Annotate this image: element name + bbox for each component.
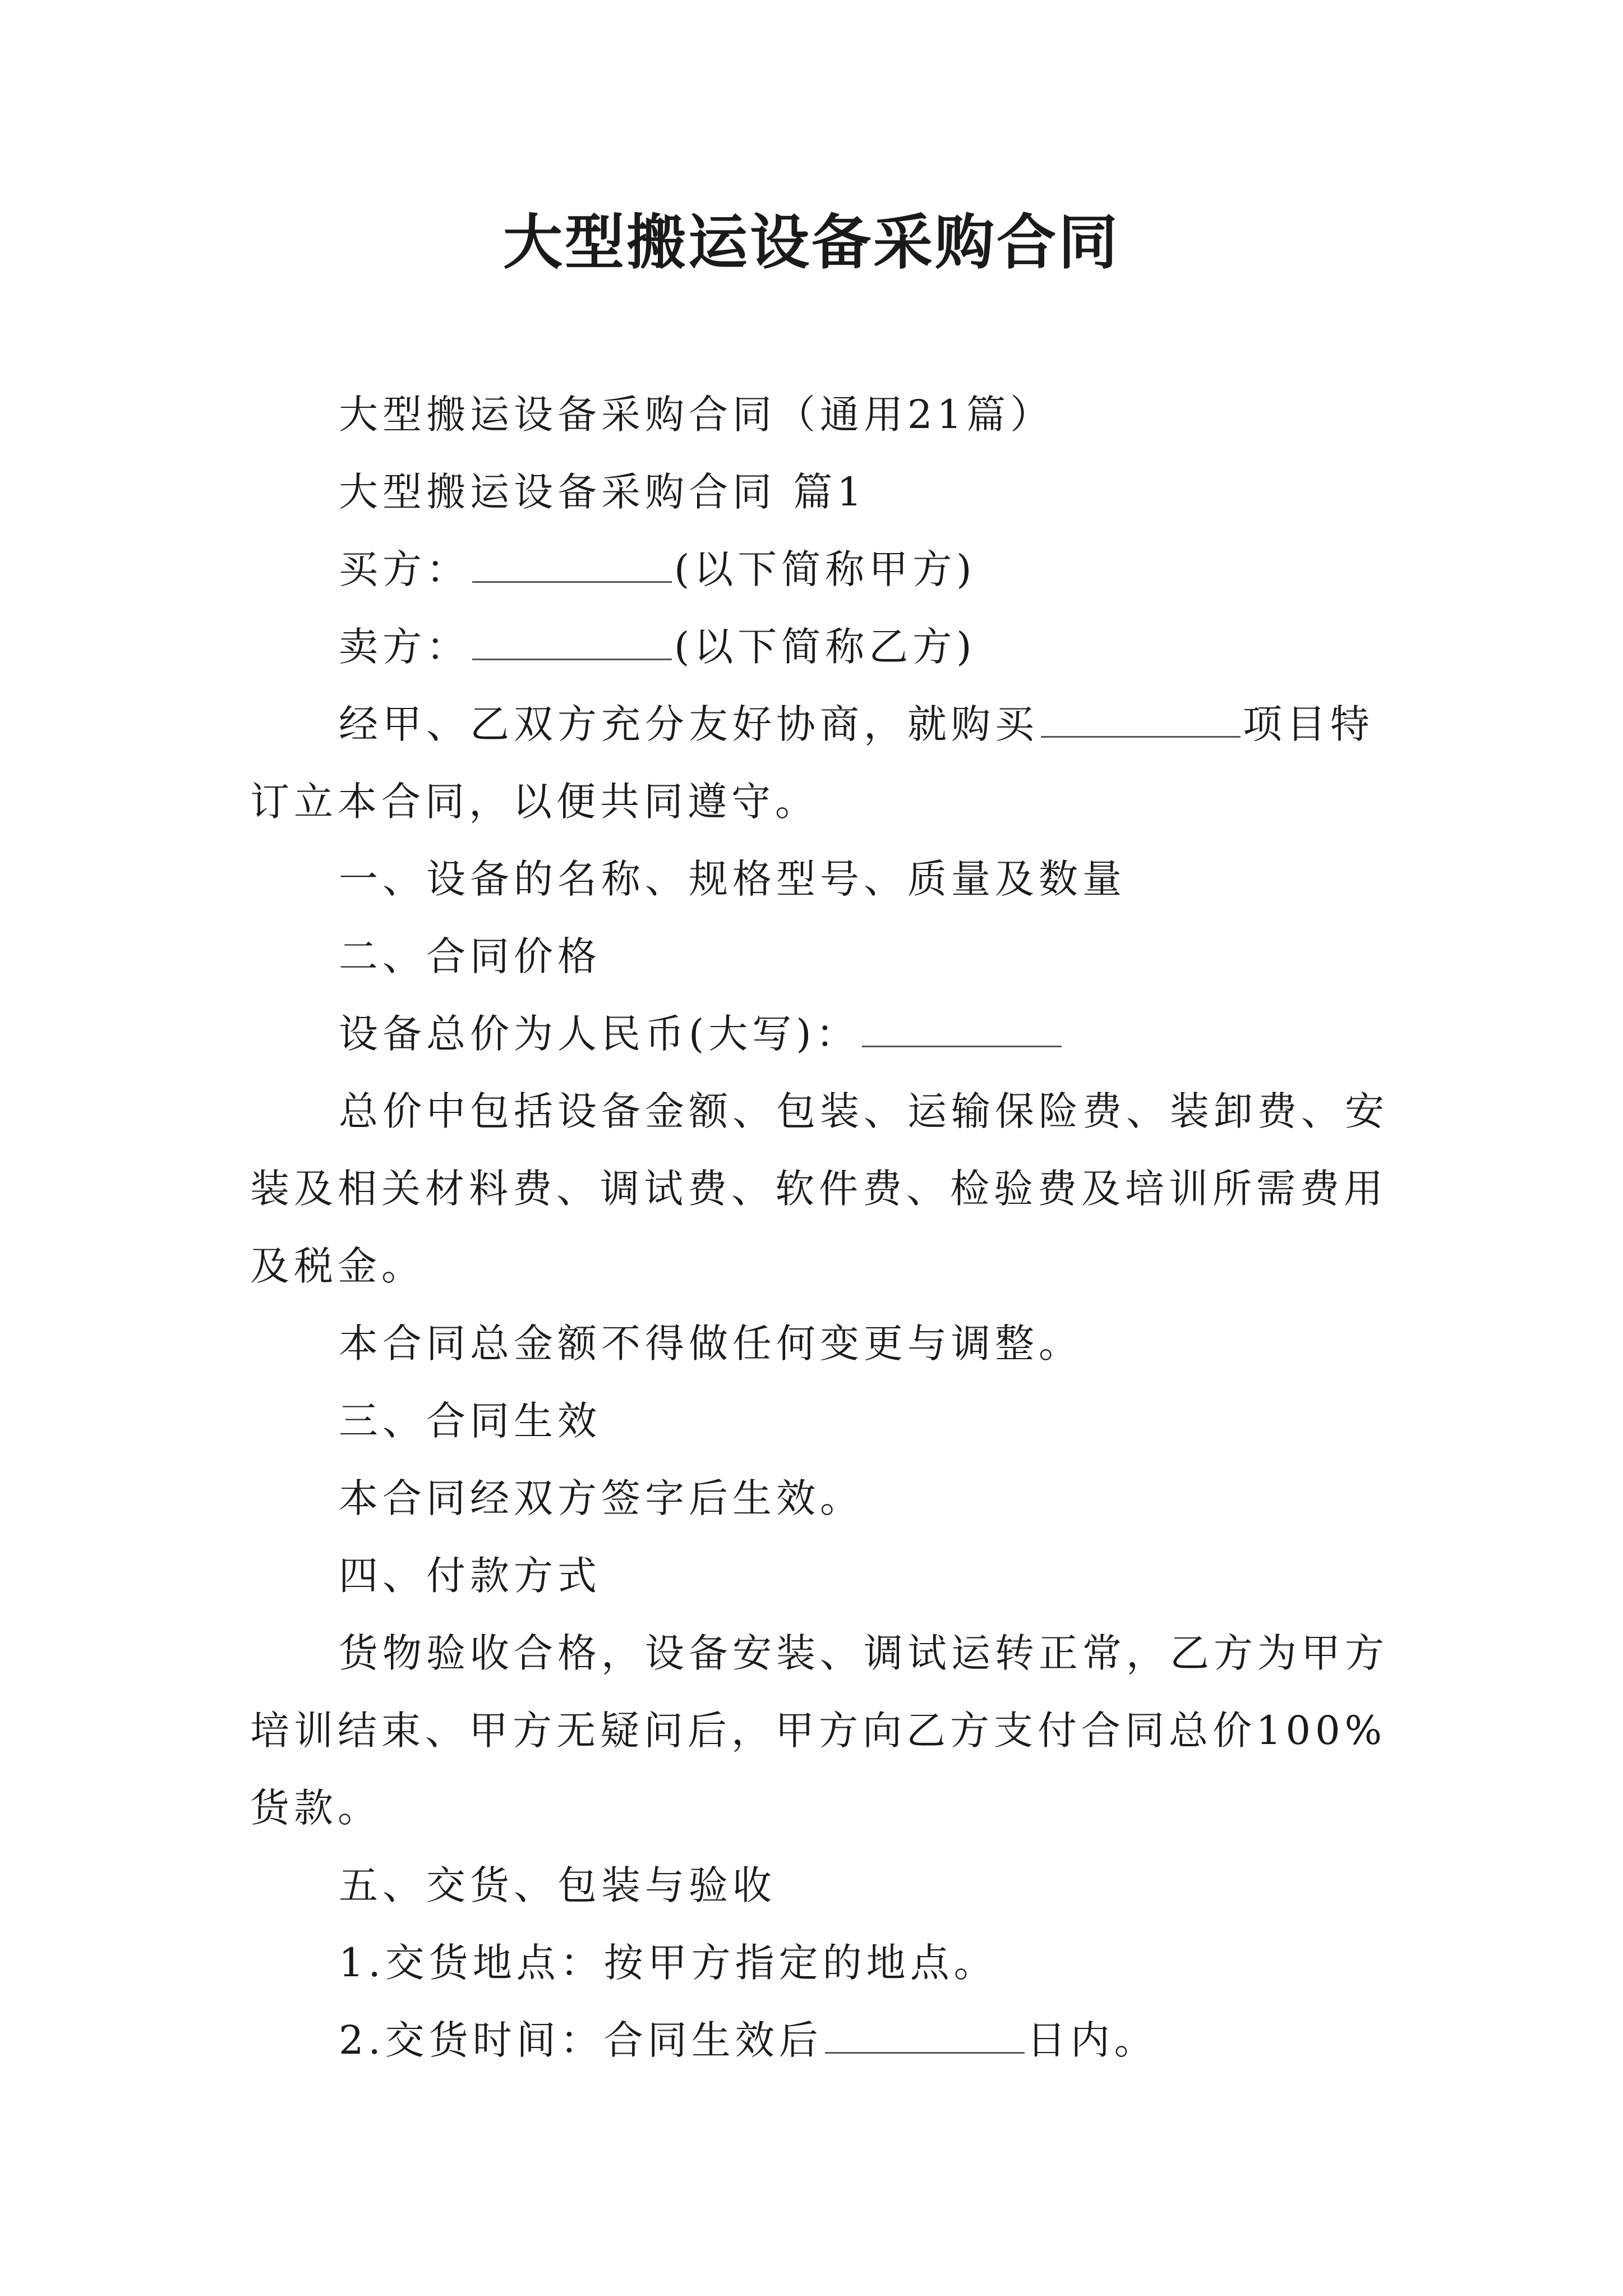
paragraph — [250, 453, 1394, 531]
paragraph-text: 四、付款方式 — [339, 1553, 601, 1599]
paragraph-text: 买方： — [339, 546, 470, 592]
paragraph-text: 五、交货、包装与验收 — [339, 1862, 776, 1908]
paragraph-text-continued: (以下简称乙方) — [674, 624, 976, 670]
paragraph-text: 三、合同生效 — [339, 1398, 601, 1444]
fill-in-blank — [472, 625, 672, 660]
paragraph-text: 二、合同价格 — [339, 933, 601, 979]
paragraph-text-continued: (以下简称甲方) — [674, 546, 976, 592]
document-title: 大型搬运设备采购合同 — [503, 208, 1120, 277]
paragraph-text: 总价中包括设备金额、包装、运输保险费、装卸费、安装及相关材料费、调试费、软件费、检验费及培训所需费用及税金。 — [250, 1088, 1389, 1289]
paragraph — [250, 995, 1394, 1073]
paragraph-text: 卖方： — [339, 624, 470, 670]
paragraph-text: 2.交货时间：合同生效后 — [339, 2017, 823, 2063]
paragraph — [250, 918, 1394, 995]
paragraph — [250, 1847, 1394, 1924]
paragraph — [250, 376, 1394, 453]
paragraph-text-continued: 日内。 — [1026, 2017, 1158, 2063]
document-body — [250, 376, 1394, 2079]
paragraph — [250, 1305, 1394, 1382]
paragraph — [250, 1924, 1394, 2001]
fill-in-blank — [825, 2018, 1025, 2054]
paragraph — [250, 608, 1394, 685]
paragraph — [250, 1614, 1394, 1847]
paragraph — [250, 2001, 1394, 2079]
paragraph-text: 经甲、乙双方充分友好协商，就购买 — [339, 701, 1039, 747]
paragraph-text: 设备总价为人民币(大写)： — [339, 1011, 860, 1057]
paragraph — [250, 531, 1394, 608]
paragraph — [250, 685, 1394, 840]
fill-in-blank — [472, 547, 672, 583]
paragraph — [250, 1382, 1394, 1460]
paragraph-text: 本合同经双方签字后生效。 — [339, 1475, 864, 1521]
paragraph-text: 大型搬运设备采购合同（通用21篇） — [339, 392, 1054, 438]
fill-in-blank — [1041, 702, 1241, 738]
paragraph-text: 1.交货地点：按甲方指定的地点。 — [339, 1940, 998, 1986]
paragraph-text: 本合同总金额不得做任何变更与调整。 — [339, 1320, 1082, 1366]
paragraph-text: 大型搬运设备采购合同 篇1 — [339, 469, 866, 515]
paragraph — [250, 1073, 1394, 1305]
paragraph-text: 货物验收合格，设备安装、调试运转正常，乙方为甲方培训结束、甲方无疑问后，甲方向乙方支付合同总价100%货款。 — [250, 1630, 1389, 1831]
paragraph — [250, 840, 1394, 918]
paragraph-text-continued: 项目特订立本合同，以便共同遵守。 — [250, 701, 1374, 825]
fill-in-blank — [862, 1012, 1062, 1047]
paragraph — [250, 1460, 1394, 1537]
paragraph — [250, 1537, 1394, 1614]
paragraph-text: 一、设备的名称、规格型号、质量及数量 — [339, 856, 1126, 902]
